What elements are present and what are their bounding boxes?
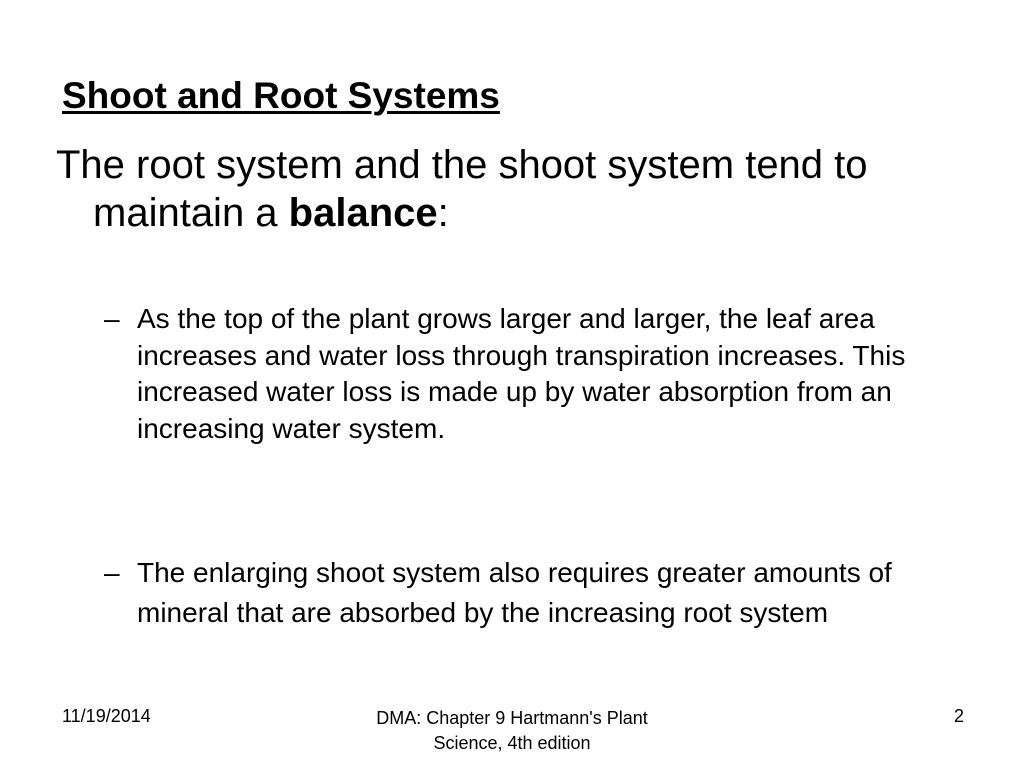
intro-suffix: : (437, 191, 449, 235)
footer-source: DMA: Chapter 9 Hartmann's Plant Science, 4th edition (376, 708, 648, 753)
dash-bullet-icon: – (104, 303, 120, 334)
intro-paragraph (56, 141, 1013, 237)
footer-date: 11/19/2014 (62, 706, 151, 726)
page-number: 2 (953, 706, 964, 726)
bullet-text: The enlarging shoot system also requires greater amounts of mineral that are absorbed by the increasing root system (137, 557, 892, 628)
slide-title: Shoot and Root Systems (62, 75, 500, 116)
intro-emphasis: balance (288, 191, 438, 235)
bullet-item-2 (104, 553, 954, 633)
bullet-text: As the top of the plant grows larger and larger, the leaf area increases and water loss through transpiration increases. This increased water loss is made up by water absorption from an increasing water system. (137, 303, 906, 444)
intro-text: The root system and the shoot system tend to maintain a (56, 143, 868, 235)
dash-bullet-icon: – (104, 557, 120, 588)
bullet-item-1 (104, 301, 954, 447)
